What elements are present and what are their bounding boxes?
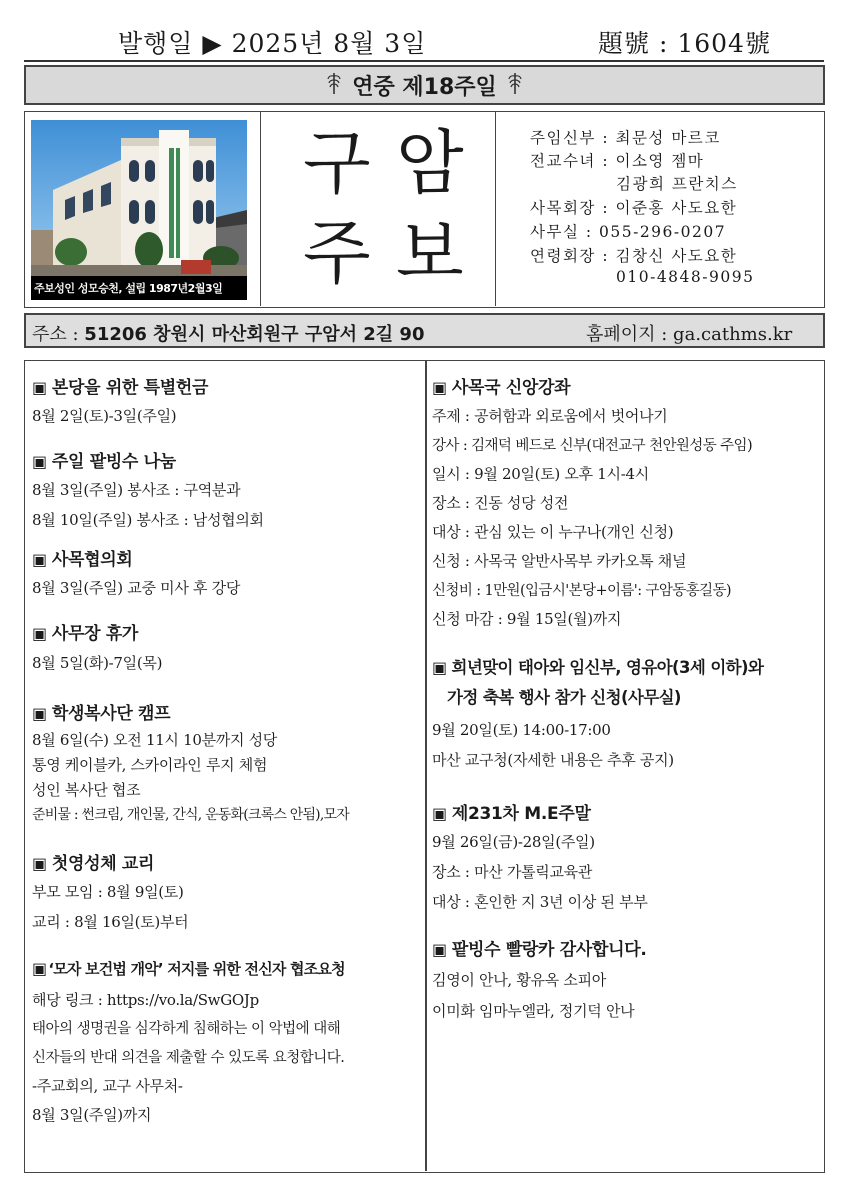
notice-line: 장소 : 진동 성당 성전: [432, 494, 569, 512]
square-bullet-icon: ▣: [32, 854, 47, 873]
notice-line: 이미화 임마누엘라, 정기덕 안나: [432, 1002, 635, 1020]
notice-line: 신청비 : 1만원(입금시'본당+이름': 구암동홍길동): [432, 583, 731, 599]
square-bullet-icon: ▣: [432, 658, 447, 677]
notice-line: 태아의 생명권을 심각하게 침해하는 이 악법에 대해: [32, 1021, 341, 1037]
notice-line: 8월 10일(주일) 봉사조 : 남성협의회: [32, 511, 264, 529]
notice-line: -주교회의, 교구 사무처-: [32, 1077, 183, 1095]
notice-line: 8월 3일(주일) 교중 미사 후 강당: [32, 579, 241, 597]
church-photo-cell: [25, 112, 261, 306]
notice-heading: ▣ 사무장 휴가: [32, 624, 139, 644]
staff-line: 주임신부 : 최문성 마르코: [530, 129, 721, 147]
staff-line: 사목회장 : 이준홍 사도요한: [530, 199, 738, 217]
notice-line: 대상 : 관심 있는 이 누구나(개인 신청): [432, 523, 674, 541]
address-value: 51206 창원시 마산회원구 구암서 2길 90: [84, 324, 425, 345]
notice-heading: ▣ 제231차 M.E주말: [432, 804, 591, 824]
top-rule: [24, 60, 824, 62]
notice-line: 신청 마감 : 9월 15일(월)까지: [432, 610, 622, 628]
notice-heading: ▣ 사목협의회: [32, 550, 133, 570]
name-char: 구: [303, 122, 371, 204]
notice-heading: ▣ 주일 팥빙수 나눔: [32, 452, 176, 472]
notice-line: 8월 6일(수) 오전 11시 10분까지 성당: [32, 731, 277, 749]
notice-line: 주제 : 공허함과 외로움에서 벗어나기: [432, 407, 668, 425]
notice-line: 준비물 : 썬크림, 개인물, 간식, 운동화(크록스 안됨),모자: [32, 807, 349, 823]
church-photo: [31, 120, 247, 300]
notice-link[interactable]: 해당 링크 : https://vo.la/SwGOJp: [32, 991, 259, 1009]
square-bullet-icon: ▣: [32, 704, 47, 723]
name-char: 주: [303, 212, 371, 294]
liturgical-banner: [24, 65, 825, 105]
address: [32, 320, 424, 346]
notice-heading: ▣ 학생복사단 캠프: [32, 704, 171, 724]
palm-branch-icon: [326, 71, 342, 100]
notice-heading: ▣ 희년맞이 태아와 임신부, 영유아(3세 이하)와: [432, 658, 764, 677]
square-bullet-icon: ▣: [432, 804, 447, 823]
notice-line: 일시 : 9월 20일(토) 오후 1시-4시: [432, 465, 649, 483]
notice-line: 부모 모임 : 8월 9일(토): [32, 883, 184, 901]
notice-line: 장소 : 마산 가톨릭교육관: [432, 863, 593, 881]
notices: [24, 360, 825, 1173]
notice-line: 8월 3일(주일) 봉사조 : 구역분과: [32, 481, 241, 499]
publication-date: 발행일 ▶ 2025년 8월 3일: [118, 29, 427, 58]
notice-line: 9월 20일(토) 14:00-17:00: [432, 721, 611, 739]
name-char: 보: [396, 212, 464, 294]
staff-directory: [496, 112, 824, 306]
notice-line: 8월 2일(토)-3일(주일): [32, 407, 177, 425]
notice-line: 신청 : 사목국 알반사목부 카카오톡 채널: [432, 552, 687, 570]
homepage-link[interactable]: 홈페이지 : ga.cathms.kr: [586, 324, 793, 345]
notice-line: 김영이 안나, 황유옥 소피아: [432, 971, 606, 989]
square-bullet-icon: ▣: [32, 452, 47, 471]
notice-heading: ▣ 첫영성체 교리: [32, 854, 155, 874]
issue-number: 題號 : 1604號: [598, 29, 771, 58]
address-bar: [24, 313, 825, 348]
banner-title: 연중 제18주일: [352, 74, 497, 100]
notice-heading: ▣ 사목국 신앙강좌: [432, 378, 571, 398]
name-char: 암: [396, 122, 464, 204]
notice-heading: ▣ 팥빙수 빨랑카 감사합니다.: [432, 940, 647, 960]
square-bullet-icon: ▣: [432, 378, 447, 397]
square-bullet-icon: ▣: [32, 624, 47, 643]
notice-line: 강사 : 김재덕 베드로 신부(대전교구 천안원성동 주임): [432, 438, 752, 454]
palm-branch-icon: [507, 71, 523, 100]
photo-caption: 주보성인 성모승천, 설립 1987년2월3일: [31, 276, 247, 300]
column-divider: [425, 361, 427, 1171]
notice-line: 통영 케이블카, 스카이라인 루지 체험: [32, 756, 268, 774]
masthead: [24, 111, 825, 308]
square-bullet-icon: ▣: [32, 959, 47, 978]
notice-line: 8월 5일(화)-7일(목): [32, 654, 163, 672]
notice-line: 마산 교구청(자세한 내용은 추후 공지): [432, 751, 674, 769]
notice-line: 신자들의 반대 의견을 제출할 수 있도록 요청합니다.: [32, 1050, 345, 1066]
notice-line: 교리 : 8월 16일(토)부터: [32, 913, 189, 931]
notice-heading: ▣ 본당을 위한 특별헌금: [32, 378, 209, 398]
notice-line: 대상 : 혼인한 지 3년 이상 된 부부: [432, 893, 648, 911]
address-label: 주소 :: [32, 324, 85, 345]
notice-line: 8월 3일(주일)까지: [32, 1106, 152, 1124]
staff-line: 김광희 프란치스: [616, 175, 738, 193]
staff-line: 연령회장 : 김창신 사도요한: [530, 247, 738, 265]
notice-line: 성인 복사단 협조: [32, 781, 141, 799]
staff-line: 전교수녀 : 이소영 젬마: [530, 152, 705, 170]
bulletin-name: [261, 112, 496, 306]
office-phone: 사무실 : 055-296-0207: [530, 223, 727, 241]
notice-heading-continued: 가정 축복 행사 참가 신청(사무실): [447, 688, 681, 707]
square-bullet-icon: ▣: [32, 550, 47, 569]
square-bullet-icon: ▣: [432, 940, 447, 959]
square-bullet-icon: ▣: [32, 378, 47, 397]
notice-heading: ▣ ‘모자 보건법 개악’ 저지를 위한 전신자 협조요청: [32, 959, 345, 978]
notice-line: 9월 26일(금)-28일(주일): [432, 833, 595, 851]
staff-phone: 010-4848-9095: [616, 268, 755, 286]
